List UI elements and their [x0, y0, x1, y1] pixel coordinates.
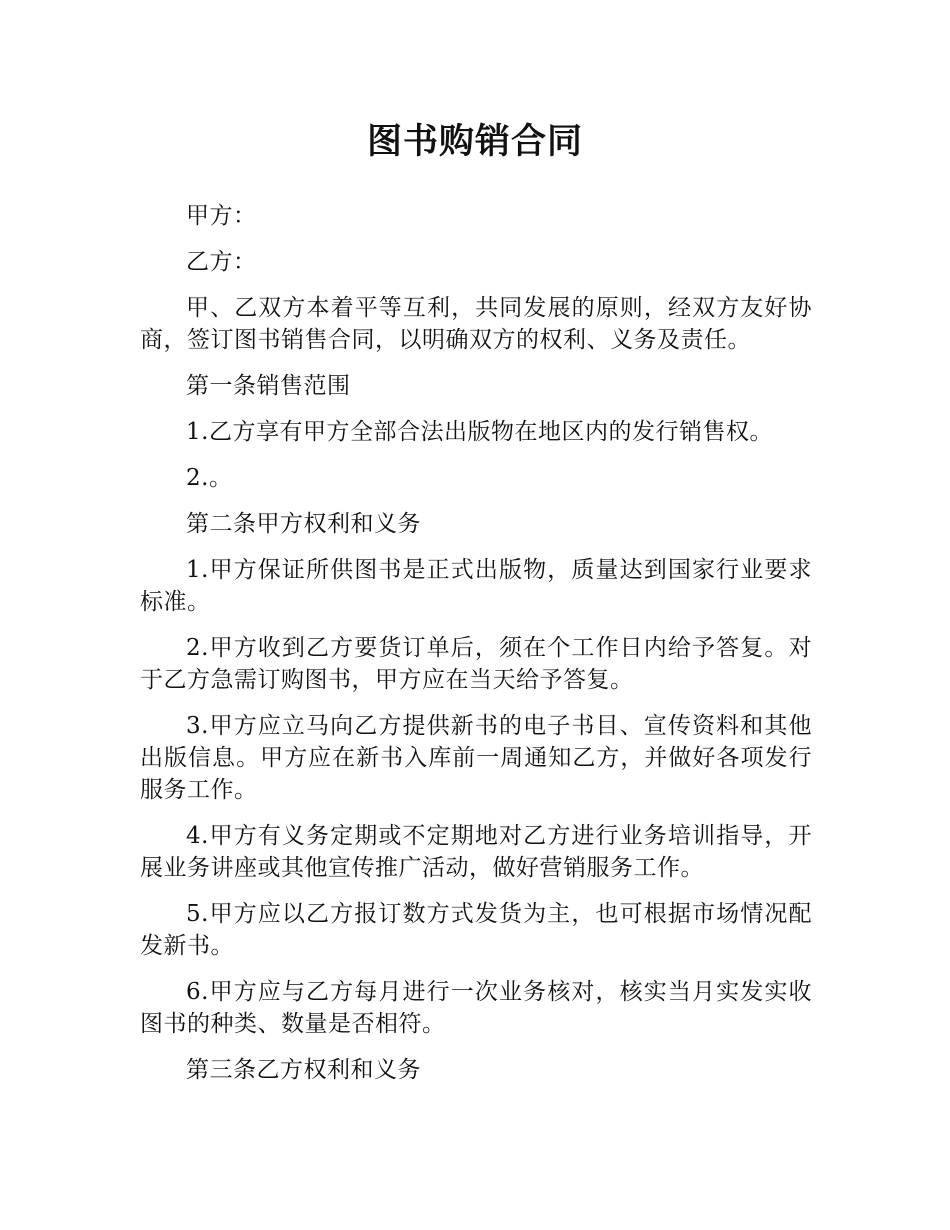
article-3-heading: 第三条乙方权利和义务	[186, 1057, 421, 1083]
article-2-clause-2: 2.甲方收到乙方要货订单后，须在个工作日内给予答复。对于乙方急需订购图书，甲方应在当天给予答复。	[140, 635, 812, 693]
document-title: 图书购销合同	[366, 122, 583, 162]
article-2-clause-6: 6.甲方应与乙方每月进行一次业务核对，核实当月实发实收图书的种类、数量是否相符。	[140, 979, 812, 1037]
article-1-heading: 第一条销售范围	[186, 373, 351, 399]
article-1-clause-2: 2.。	[186, 465, 233, 491]
document-body	[140, 200, 812, 1100]
article-2-clause-4: 4.甲方有义务定期或不定期地对乙方进行业务培训指导，开展业务讲座或其他宣传推广活动，做好营销服务工作。	[140, 823, 812, 881]
article-2-clause-3: 3.甲方应立马向乙方提供新书的电子书目、宣传资料和其他出版信息。甲方应在新书入库前一周通知乙方，并做好各项发行服务工作。	[140, 713, 812, 803]
article-1-clause-1: 1.乙方享有甲方全部合法出版物在地区内的发行销售权。	[186, 419, 773, 445]
article-2-heading: 第二条甲方权利和义务	[186, 511, 421, 537]
preamble-paragraph: 甲、乙双方本着平等互利，共同发展的原则，经双方友好协商，签订图书销售合同，以明确双方的权利、义务及责任。	[140, 295, 812, 353]
article-2-clause-5: 5.甲方应以乙方报订数方式发货为主，也可根据市场情况配发新书。	[140, 901, 812, 959]
article-2-clause-1: 1.甲方保证所供图书是正式出版物，质量达到国家行业要求标准。	[140, 557, 812, 615]
party-b-line: 乙方：	[186, 249, 257, 275]
party-a-line: 甲方：	[186, 203, 257, 229]
